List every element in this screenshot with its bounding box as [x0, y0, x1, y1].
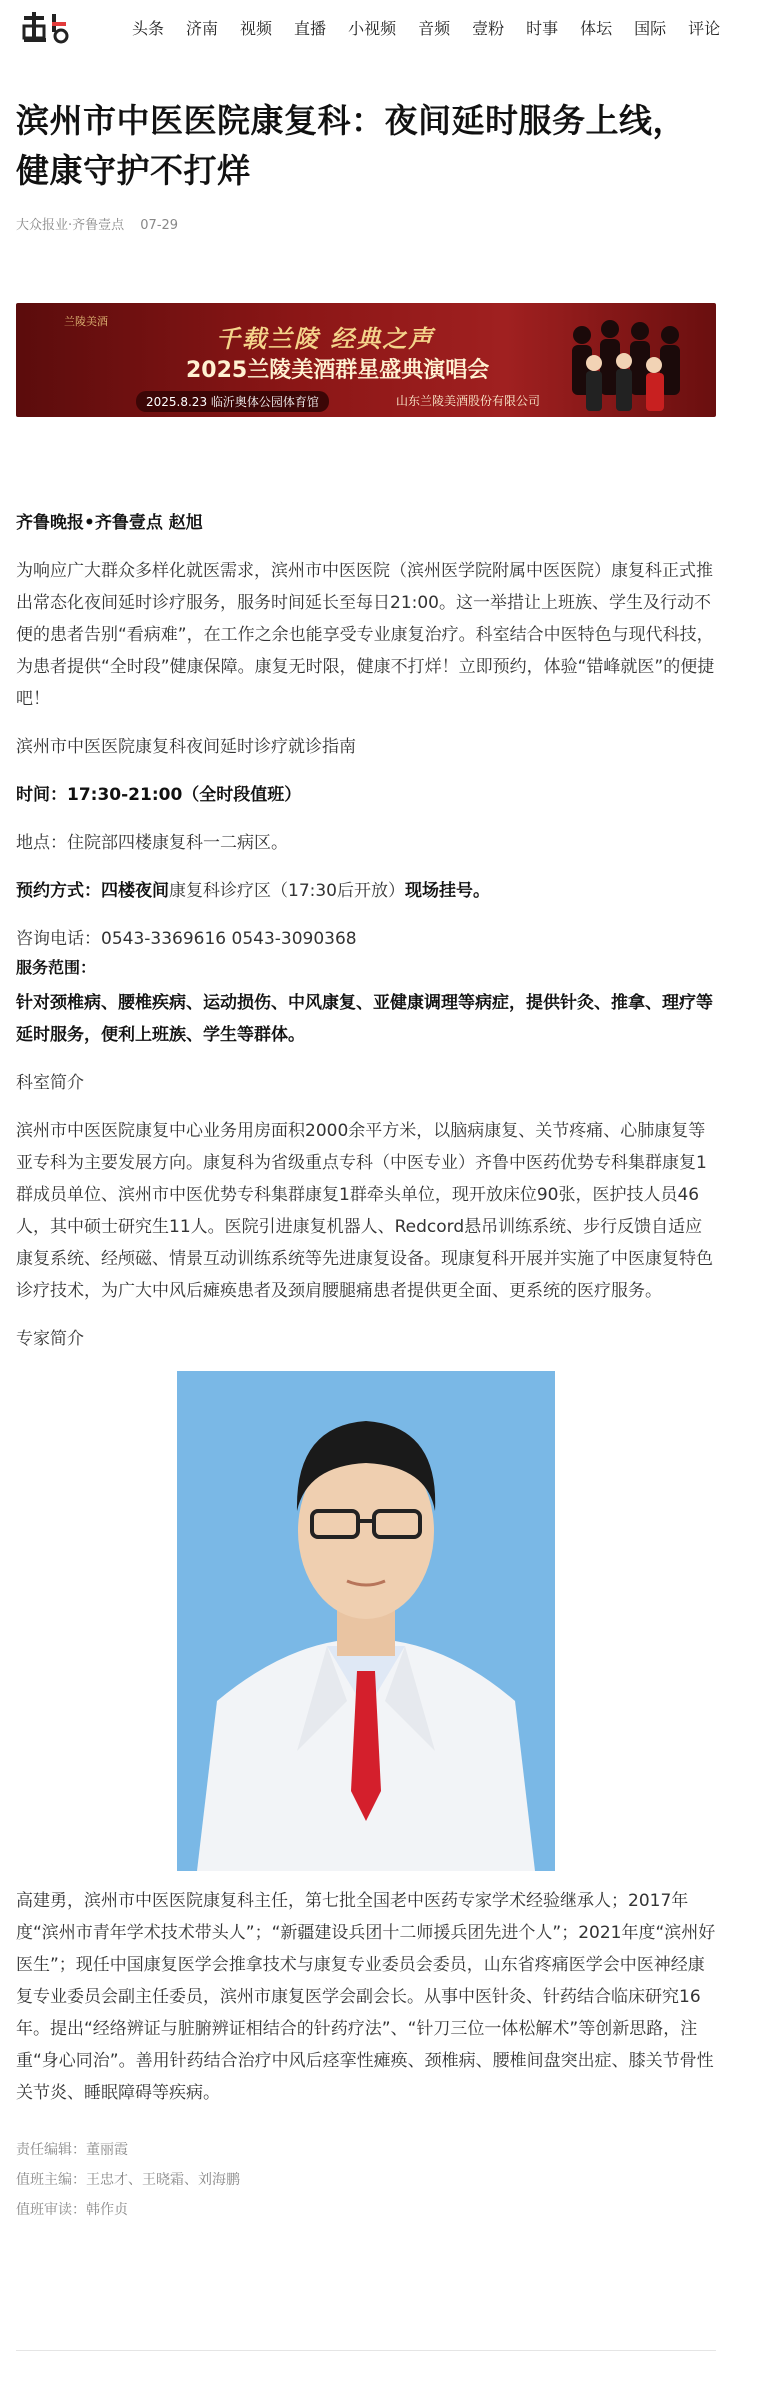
editor-credits	[16, 2135, 716, 2225]
byline: 齐鲁晚报•齐鲁壹点 赵旭	[16, 513, 203, 533]
booking-label: 预约方式：	[16, 881, 101, 901]
nav-menu	[132, 16, 777, 39]
article-title: 滨州市中医医院康复科：夜间延时服务上线，健康守护不打烊	[16, 101, 686, 190]
intro-paragraph: 为响应广大群众多样化就医需求，滨州市中医医院（滨州医学院附属中医医院）康复科正式推出常态化夜间延时诊疗服务，服务时间延长至每日21:00。这一举措让上班族、学生及行动不便的患者告别“看病难”，在工作之余也能享受专业康复治疗。科室结合中医特色与现代科技，为患者提供“全时段”健康保障。康复无时限，健康不打烊！立即预约，体验“错峰就医”的便捷吧！	[16, 561, 715, 709]
nav-item-live[interactable]: 直播	[294, 19, 327, 38]
scope-text: 针对颈椎病、腰椎疾病、运动损伤、中风康复、亚健康调理等病症，提供针灸、推拿、理疗等延时服务，便利上班族、学生等群体。	[16, 993, 713, 1045]
nav-item-video[interactable]: 视频	[240, 19, 273, 38]
banner-company: 山东兰陵美酒股份有限公司	[396, 394, 541, 408]
nav-item-headlines[interactable]: 头条	[132, 19, 165, 38]
nav-item-commentary[interactable]: 评论	[688, 19, 721, 38]
banner-singers-image	[562, 309, 702, 411]
guide-title: 滨州市中医医院康复科夜间延时诊疗就诊指南	[16, 737, 356, 757]
scope-label: 服务范围：	[16, 958, 97, 977]
top-nav	[0, 0, 777, 56]
dept-text: 滨州市中医医院康复中心业务用房面积2000余平方米，以脑病康复、关节疼痛、心肺康复等亚专科为主要发展方向。康复科为省级重点专科（中医专业）齐鲁中医药优势专科集群康复1群成员单位、滨州市中医优势专科集群康复1群牵头单位，现开放床位90张，医护技人员46人，其中硕士研究生11人。医院引进康复机器人、Redcord悬吊训练系统、步行反馈自适应康复系统、经颅磁、情景互动训练系统等先进康复设备。现康复科开展并实施了中医康复特色诊疗技术，为广大中风后瘫痪患者及颈肩腰腿痛患者提供更全面、更系统的医疗服务。	[16, 1121, 713, 1301]
nav-item-fans[interactable]: 壹粉	[472, 19, 505, 38]
nav-item-short-video[interactable]: 小视频	[348, 19, 397, 38]
duty-chief-editor: 值班主编：王忠才、王晓霜、刘海鹏	[16, 2172, 240, 2188]
banner-brand: 兰陵美酒	[64, 315, 108, 328]
responsible-editor: 责任编辑：董丽霞	[16, 2142, 128, 2158]
banner-date-place: 2025.8.23 临沂奥体公园体育馆	[136, 391, 329, 412]
expert-title: 专家简介	[16, 1329, 84, 1349]
nav-item-current-affairs[interactable]: 时事	[526, 19, 559, 38]
nav-item-sports[interactable]: 体坛	[580, 19, 613, 38]
ad-banner[interactable]	[16, 303, 716, 417]
logo-icon	[22, 12, 72, 44]
service-location: 地点：住院部四楼康复科一二病区。	[16, 833, 288, 853]
booking-area: 康复科诊疗区（17:30后开放）	[169, 881, 405, 901]
booking-method	[16, 875, 716, 907]
expert-portrait-image	[177, 1371, 555, 1871]
duty-reviewer: 值班审读：韩作贞	[16, 2202, 128, 2218]
expert-text: 高建勇，滨州市中医医院康复科主任，第七批全国老中医药专家学术经验继承人；2017年度“滨州市青年学术技术带头人”；“新疆建设兵团十二师援兵团先进个人”；2021年度“滨州好医生”；现任中国康复医学会推拿技术与康复专业委员会委员，山东省疼痛医学会中医神经康复专业委员会副主任委员，滨州市康复医学会副会长。从事中医针灸、针药结合临床研究16年。提出“经络辨证与脏腑辨证相结合的针药疗法”、“针刀三位一体松解术”等创新思路，注重“身心同治”。善用针药结合治疗中风后痉挛性瘫痪、颈椎病、腰椎间盘突出症、膝关节骨性关节炎、睡眠障碍等疾病。	[16, 1891, 716, 2103]
article-date: 07-29	[140, 218, 179, 233]
article-body	[16, 507, 716, 2109]
site-logo[interactable]	[22, 12, 72, 44]
service-time: 时间：17:30-21:00（全时段值班）	[16, 785, 302, 805]
nav-item-jinan[interactable]: 济南	[186, 19, 219, 38]
consult-phone: 咨询电话：0543-3369616 0543-3090368	[16, 929, 357, 949]
nav-item-international[interactable]: 国际	[634, 19, 667, 38]
article-meta	[16, 214, 716, 233]
nav-item-audio[interactable]: 音频	[418, 19, 451, 38]
booking-tail: 现场挂号。	[405, 881, 490, 901]
booking-floor: 四楼夜间	[101, 881, 169, 901]
article	[16, 96, 716, 2225]
article-source[interactable]: 大众报业·齐鲁壹点	[16, 218, 125, 233]
footer-divider	[16, 2350, 716, 2351]
dept-title: 科室简介	[16, 1073, 84, 1093]
banner-title: 2025兰陵美酒群星盛典演唱会	[186, 358, 490, 383]
banner-tagline: 千载兰陵 经典之声	[216, 325, 435, 353]
